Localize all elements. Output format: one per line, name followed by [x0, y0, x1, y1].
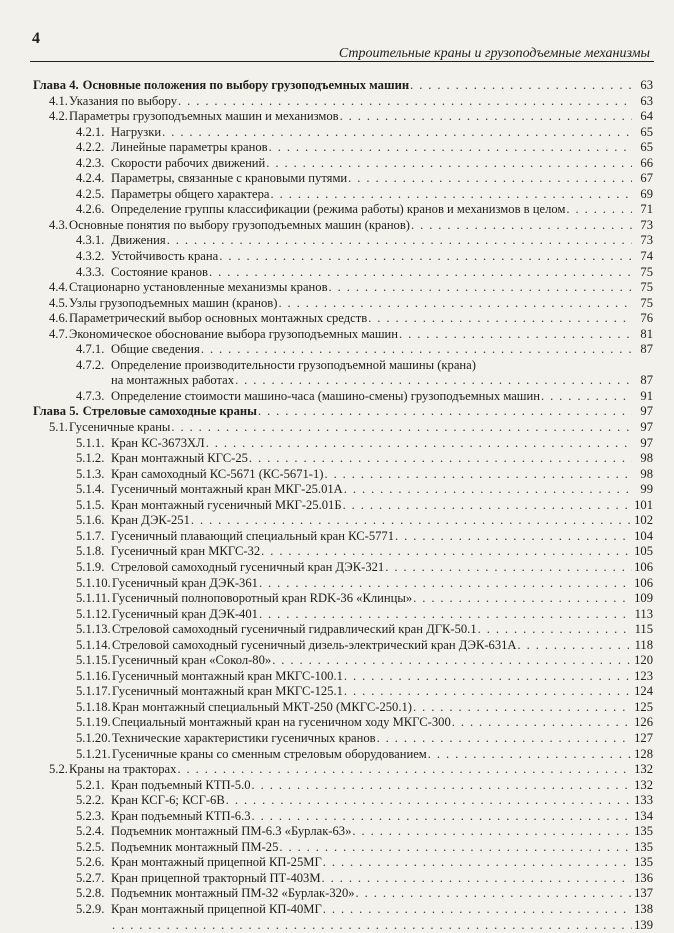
toc-subsection	[33, 249, 653, 265]
toc-title: Кран самоходный КС-5671 (КС-5671-1)	[111, 466, 324, 481]
toc-number: 5.1.21.	[76, 746, 111, 761]
toc-number: 5.2.1.	[76, 777, 105, 792]
toc-subsection	[33, 202, 653, 218]
toc-number: 4.2.6.	[76, 202, 105, 217]
toc-subsection	[33, 544, 653, 560]
toc-page-number: 118	[634, 637, 653, 652]
toc-page-number: 109	[634, 591, 653, 606]
toc-subsection	[33, 389, 653, 405]
header-rule	[30, 61, 654, 62]
dot-leader	[344, 684, 632, 700]
toc-page-number: 97	[640, 404, 653, 419]
toc-page-number: 99	[640, 482, 653, 497]
page-header	[30, 26, 654, 61]
toc-subsection	[33, 125, 653, 141]
toc-page-number: 115	[634, 622, 653, 637]
dot-leader	[279, 840, 632, 856]
toc-number: 5.1.	[49, 420, 68, 435]
toc-page-number: 75	[640, 295, 653, 310]
toc-subsection	[33, 840, 653, 856]
toc-page-number: 128	[634, 746, 653, 761]
toc-subsection	[33, 715, 653, 731]
toc-page-number: 138	[634, 901, 653, 916]
running-title: Строительные краны и грузоподъемные механизмы	[338, 46, 650, 61]
toc-title: Подъемник монтажный ПМ-32 «Бурлак-320»	[111, 886, 355, 901]
dot-leader	[385, 560, 632, 576]
toc-number: 5.1.18.	[76, 699, 111, 714]
toc-section	[33, 311, 653, 327]
toc-number: 5.1.15.	[76, 653, 111, 668]
toc-number: 4.4.	[49, 280, 68, 295]
toc-page-number: 87	[640, 373, 653, 388]
toc-title: Гусеничный кран ДЭК-361	[112, 575, 258, 590]
toc-title: Гусеничный монтажный кран МКГС-125.1	[112, 684, 343, 699]
dot-leader	[348, 171, 632, 187]
toc-title: Кран прицепной тракторный ПТ-403М	[111, 870, 321, 885]
toc-number: 5.1.10.	[76, 575, 111, 590]
dot-leader	[323, 902, 632, 918]
dot-leader	[541, 389, 632, 405]
dot-leader	[171, 420, 632, 436]
toc-title-continuation	[33, 373, 653, 389]
toc-number: 5.2.3.	[76, 808, 105, 823]
toc-page-number: 67	[640, 171, 653, 186]
toc-section	[33, 296, 653, 312]
toc-subsection	[33, 156, 653, 172]
toc-title: Стреловые самоходные краны	[82, 404, 257, 419]
dot-leader	[368, 311, 632, 327]
toc-number: 5.1.3.	[76, 466, 105, 481]
toc-subsection	[33, 918, 653, 933]
toc-title: Кран монтажный гусеничный МКГ-25.01Б	[111, 497, 342, 512]
toc-title: Кран монтажный прицепной КП-40МГ	[111, 901, 322, 916]
toc-section	[33, 109, 653, 125]
dot-leader	[261, 544, 632, 560]
toc-title: Линейные параметры кранов	[111, 140, 268, 155]
toc-page-number: 136	[634, 870, 653, 885]
toc-page-number: 135	[634, 855, 653, 870]
toc-title: Гусеничный монтажный кран МКГ-25.01А	[111, 482, 343, 497]
dot-leader	[259, 607, 632, 623]
toc-subsection	[33, 653, 653, 669]
toc-page-number: 97	[640, 420, 653, 435]
toc-number: 4.2.4.	[76, 171, 105, 186]
dot-leader	[413, 700, 632, 716]
toc-number: 4.2.	[49, 109, 68, 124]
toc-subsection	[33, 576, 653, 592]
toc-number: 5.1.6.	[76, 513, 105, 528]
toc-subsection	[33, 809, 653, 825]
toc-subsection	[33, 498, 653, 514]
dot-leader	[219, 249, 632, 265]
toc-number: 5.1.17.	[76, 684, 111, 699]
toc-subsection	[33, 622, 653, 638]
dot-leader	[377, 731, 632, 747]
dot-leader	[259, 576, 632, 592]
dot-leader	[249, 451, 632, 467]
dot-leader	[322, 871, 632, 887]
toc-subsection	[33, 482, 653, 498]
toc-number: 5.1.9.	[76, 559, 105, 574]
toc-title: Стреловой самоходный гусеничный гидравлический кран ДГК-50.1	[112, 622, 477, 637]
dot-leader	[112, 918, 632, 933]
toc-title: Определение стоимости машино-часа (машино-смены) грузоподъемных машин	[111, 388, 540, 403]
toc-section	[33, 218, 653, 234]
toc-page-number: 91	[640, 388, 653, 403]
toc-title: Кран подъемный КТП-5.0	[111, 777, 251, 792]
toc-title: Технические характеристики гусеничных кранов	[112, 730, 376, 745]
toc-page-number: 73	[640, 217, 653, 232]
toc-page-number: 71	[640, 202, 653, 217]
toc-title: Общие сведения	[111, 342, 200, 357]
toc-page-number: 120	[634, 653, 653, 668]
toc-title: Узлы грузоподъемных машин (кранов)	[69, 295, 278, 310]
toc-title-continued: на монтажных работах	[111, 373, 235, 388]
toc-number: 5.1.13.	[76, 622, 111, 637]
toc-page-number: 75	[640, 280, 653, 295]
toc-number: 5.1.5.	[76, 497, 105, 512]
dot-leader	[252, 809, 632, 825]
dot-leader	[566, 202, 632, 218]
toc-subsection	[33, 187, 653, 203]
dot-leader	[340, 109, 632, 125]
toc-title: Гусеничные краны со сменным стреловым оборудованием	[112, 746, 427, 761]
dot-leader	[178, 94, 632, 110]
toc-subsection	[33, 436, 653, 452]
toc-title: Параметры общего характера	[111, 186, 270, 201]
toc-page-number: 63	[640, 93, 653, 108]
toc-page-number: 124	[634, 684, 653, 699]
toc-number: 5.1.2.	[76, 451, 105, 466]
toc-title: Кран подъемный КТП-6.3	[111, 808, 251, 823]
dot-leader	[209, 265, 632, 281]
dot-leader	[518, 638, 632, 654]
toc-number: 5.1.11.	[76, 591, 111, 606]
toc-title: Основные положения по выбору грузоподъемных машин	[82, 78, 410, 92]
toc-title: Гусеничные краны	[69, 420, 171, 435]
toc-page-number: 101	[634, 497, 653, 512]
dot-leader	[413, 591, 632, 607]
dot-leader	[266, 156, 632, 172]
toc-page-number: 105	[634, 544, 653, 559]
toc-title: Основные понятия по выбору грузоподъемных машин (кранов)	[69, 217, 410, 232]
toc-page-number: 73	[640, 233, 653, 248]
toc-page-number: 69	[640, 186, 653, 201]
toc-title: Стреловой самоходный гусеничный дизель-электрический кран ДЭК-631А	[112, 637, 517, 652]
toc-number: 5.1.1.	[76, 435, 105, 450]
toc-title: Кран монтажный КГС-25	[111, 451, 248, 466]
toc-number: 5.2.2.	[76, 793, 105, 808]
toc-subsection	[33, 793, 653, 809]
toc-title: Определение производительности грузоподъемной машины (крана)	[111, 357, 476, 372]
toc-page-number: 132	[634, 777, 653, 792]
dot-leader	[269, 140, 632, 156]
toc-page-number: 66	[640, 155, 653, 170]
dot-leader	[323, 855, 632, 871]
dot-leader	[252, 778, 632, 794]
toc-subsection	[33, 886, 653, 902]
toc-number: 4.2.2.	[76, 140, 105, 155]
toc-title: Состояние кранов	[111, 264, 208, 279]
toc-number: 5.1.12.	[76, 606, 111, 621]
toc-page-number: 127	[634, 730, 653, 745]
toc-subsection	[33, 529, 653, 545]
dot-leader	[206, 436, 632, 452]
toc-page-number: 139	[634, 917, 653, 932]
toc-number: 4.7.2.	[76, 357, 105, 372]
toc-section	[33, 280, 653, 296]
toc-title: Устойчивость крана	[111, 249, 219, 264]
toc-subsection	[33, 467, 653, 483]
toc-number: 5.1.8.	[76, 544, 105, 559]
toc-page-number: 65	[640, 124, 653, 139]
toc-subsection	[33, 902, 653, 918]
toc-number: 4.2.3.	[76, 155, 105, 170]
dot-leader	[411, 218, 632, 234]
toc-page-number: 106	[634, 559, 653, 574]
toc-page-number: 132	[634, 762, 653, 777]
toc-title: Кран ДЭК-251	[111, 513, 190, 528]
toc-subsection	[33, 560, 653, 576]
toc-page-number: 98	[640, 451, 653, 466]
toc-title: Указания по выбору	[69, 93, 178, 108]
toc-title: Экономическое обоснование выбора грузоподъемных машин	[69, 326, 399, 341]
dot-leader	[167, 233, 632, 249]
toc-subsection	[33, 451, 653, 467]
toc-number: Глава 4.	[33, 78, 79, 92]
toc-title: Гусеничный кран «Сокол-80»	[112, 653, 272, 668]
toc-title: Движения	[111, 233, 166, 248]
toc-title: Подъемник монтажный ПМ-6.3 «Бурлак-63»	[111, 824, 352, 839]
toc-number: 5.2.6.	[76, 855, 105, 870]
toc-title: Гусеничный монтажный кран МКГС-100.1	[112, 668, 343, 683]
toc-subsection	[33, 591, 653, 607]
toc-page-number: 63	[640, 78, 653, 92]
toc-number: 4.2.5.	[76, 186, 105, 201]
toc-number: 4.3.1.	[76, 233, 105, 248]
dot-leader	[356, 886, 632, 902]
dot-leader	[478, 622, 632, 638]
toc-chapter	[33, 78, 653, 94]
toc-page-number: 75	[640, 264, 653, 279]
toc-number: 4.7.	[49, 326, 68, 341]
toc-number: 5.2.9.	[76, 901, 105, 916]
dot-leader	[344, 482, 632, 498]
toc-page-number: 104	[634, 528, 653, 543]
toc-page-number: 97	[640, 435, 653, 450]
toc-subsection	[33, 638, 653, 654]
toc-title: Специальный монтажный кран на гусеничном ходу МКГС-300	[112, 715, 451, 730]
toc-subsection	[33, 265, 653, 281]
toc-subsection	[33, 669, 653, 685]
toc-number: 4.1.	[49, 93, 68, 108]
toc-number: 4.6.	[49, 311, 68, 326]
toc-page-number: 113	[634, 606, 653, 621]
toc-number: 5.1.16.	[76, 668, 111, 683]
toc-subsection	[33, 171, 653, 187]
toc-number: 4.5.	[49, 295, 68, 310]
toc-section	[33, 327, 653, 343]
dot-leader	[324, 467, 632, 483]
toc-page-number: 102	[634, 513, 653, 528]
dot-leader	[201, 342, 632, 358]
toc-title: Кран КСГ-6; КСГ-6В	[111, 793, 225, 808]
dot-leader	[344, 669, 632, 685]
dot-leader	[278, 296, 632, 312]
toc-page-number: 137	[634, 886, 653, 901]
toc-subsection	[33, 778, 653, 794]
dot-leader	[272, 653, 632, 669]
toc-page-number: 76	[640, 311, 653, 326]
toc-title: Кран монтажный прицепной КП-25МГ	[111, 855, 322, 870]
toc-page-number: 65	[640, 140, 653, 155]
dot-leader	[162, 125, 632, 141]
toc-number: 4.3.2.	[76, 249, 105, 264]
toc-page-number: 106	[634, 575, 653, 590]
toc-subsection	[33, 607, 653, 623]
toc-subsection	[33, 342, 653, 358]
dot-leader	[352, 824, 632, 840]
toc-page-number: 87	[640, 342, 653, 357]
toc-page-number: 135	[634, 824, 653, 839]
toc-subsection	[33, 700, 653, 716]
dot-leader	[428, 747, 632, 763]
toc-title: Гусеничный кран ДЭК-401	[112, 606, 258, 621]
toc-page-number: 81	[640, 326, 653, 341]
toc-subsection	[33, 358, 653, 374]
toc-number: 5.1.4.	[76, 482, 105, 497]
toc-chapter	[33, 404, 653, 420]
toc-number: 5.1.7.	[76, 528, 105, 543]
toc-number: 4.7.3.	[76, 388, 105, 403]
dot-leader	[271, 187, 632, 203]
dot-leader	[177, 762, 632, 778]
toc-subsection	[33, 140, 653, 156]
toc-title: Стреловой самоходный гусеничный кран ДЭК-321	[111, 559, 385, 574]
table-of-contents	[33, 78, 653, 933]
toc-number: 4.3.	[49, 217, 68, 232]
toc-subsection	[33, 824, 653, 840]
toc-title: Стационарно установленные механизмы кранов	[69, 280, 328, 295]
toc-number: 4.7.1.	[76, 342, 105, 357]
toc-title: Гусеничный полноповоротный кран RDK-36 «Клинцы»	[112, 591, 413, 606]
toc-title: Гусеничный кран МКГС-32	[111, 544, 261, 559]
toc-number: 5.1.19.	[76, 715, 111, 730]
dot-leader	[399, 327, 632, 343]
dot-leader	[343, 498, 632, 514]
toc-page-number: 134	[634, 808, 653, 823]
dot-leader	[329, 280, 632, 296]
toc-subsection	[33, 871, 653, 887]
toc-title: Параметрический выбор основных монтажных средств	[69, 311, 368, 326]
dot-leader	[258, 404, 632, 420]
dot-leader	[452, 715, 632, 731]
toc-number: 5.2.8.	[76, 886, 105, 901]
dot-leader	[191, 513, 632, 529]
toc-page-number: 133	[634, 793, 653, 808]
toc-page-number: 126	[634, 715, 653, 730]
toc-number: 5.2.7.	[76, 870, 105, 885]
toc-number: Глава 5.	[33, 404, 79, 419]
toc-subsection	[33, 731, 653, 747]
toc-number: 5.2.	[49, 762, 68, 777]
toc-number: 4.3.3.	[76, 264, 105, 279]
toc-subsection	[33, 747, 653, 763]
toc-subsection	[33, 233, 653, 249]
toc-title: Параметры, связанные с крановыми путями	[111, 171, 348, 186]
toc-subsection	[33, 855, 653, 871]
toc-title: Кран КС-3673ХЛ	[111, 435, 205, 450]
toc-number: 5.1.20.	[76, 730, 111, 745]
toc-section	[33, 94, 653, 110]
toc-page-number: 64	[640, 109, 653, 124]
toc-title: Подъемник монтажный ПМ-25	[111, 839, 279, 854]
toc-subsection	[33, 684, 653, 700]
toc-number: 5.2.5.	[76, 839, 105, 854]
dot-leader	[226, 793, 632, 809]
toc-number: 4.2.1.	[76, 124, 105, 139]
toc-page-number: 123	[634, 668, 653, 683]
dot-leader	[395, 529, 632, 545]
toc-page-number: 98	[640, 466, 653, 481]
toc-title: Скорости рабочих движений	[111, 155, 266, 170]
toc-section	[33, 762, 653, 778]
toc-subsection	[33, 513, 653, 529]
toc-section	[33, 420, 653, 436]
toc-page-number: 74	[640, 249, 653, 264]
toc-title: Краны на тракторах	[69, 762, 177, 777]
page-number: 4	[32, 30, 40, 47]
toc-title: Гусеничный плавающий специальный кран КС-5771	[111, 528, 395, 543]
dot-leader	[235, 373, 632, 389]
toc-page-number: 125	[634, 699, 653, 714]
toc-title: Кран монтажный специальный МКТ-250 (МКГС-250.1)	[112, 699, 412, 714]
toc-number: 5.1.14.	[76, 637, 111, 652]
dot-leader	[410, 78, 632, 94]
toc-title: Параметры грузоподъемных машин и механизмов	[69, 109, 339, 124]
toc-page-number: 135	[634, 839, 653, 854]
toc-title: Определение группы классификации (режима работы) кранов и механизмов в целом	[111, 202, 566, 217]
toc-title: Нагрузки	[111, 124, 162, 139]
toc-number: 5.2.4.	[76, 824, 105, 839]
